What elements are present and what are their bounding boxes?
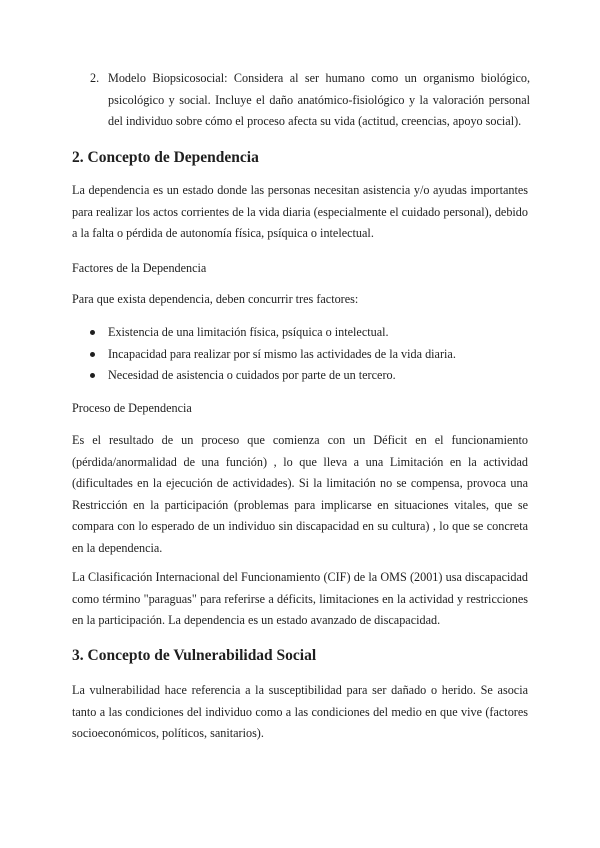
list-item: Incapacidad para realizar por sí mismo las actividades de la vida diaria. [90,344,530,366]
vulnerability-paragraph: La vulnerabilidad hace referencia a la susceptibilidad para ser dañado o herido. Se asocia tanto a las condiciones del individuo como a las condiciones del medio en que vive (factores socioeconómicos, políticos, sanitarios). [72,683,528,740]
bullet-icon [90,352,95,357]
list-item: Existencia de una limitación física, psíquica o intelectual. [90,322,530,344]
cif-paragraph: La Clasificación Internacional del Funcionamiento (CIF) de la OMS (2001) usa discapacidad como término "paraguas" para referirse a déficits, limitaciones en la actividad y restricciones en la participación. La dependencia es un estado avanzado de discapacidad. [72,570,528,627]
item-text: Modelo Biopsicosocial: Considera al ser humano como un organismo biológico, psicológico y social. Incluye el daño anatómico-fisiológico y la valoración personal del individuo sobre cómo el proceso afecta su vida (actitud, creencias, apoyo social). [108,71,530,128]
bullet-icon [90,330,95,335]
factors-intro: Para que exista dependencia, deben concurrir tres factores: [72,292,359,306]
item-number: 2. [90,71,100,85]
section-3-heading: 3. Concepto de Vulnerabilidad Social [72,647,317,664]
dependency-definition: La dependencia es un estado donde las personas necesitan asistencia y/o ayudas importantes para realizar los actos corrientes de la vida diaria (especialmente el cuidado personal), debido a la falta o pérdida de autonomía física, psíquica o intelectual. [72,183,528,240]
list-item: Necesidad de asistencia o cuidados por parte de un tercero. [90,365,530,387]
bullet-icon [90,373,95,378]
factors-list [90,322,530,387]
numbered-item-2 [90,68,530,133]
process-subheading: Proceso de Dependencia [72,401,192,415]
process-paragraph: Es el resultado de un proceso que comienza con un Déficit en el funcionamiento (pérdida/anormalidad de una función) , lo que lleva a una Limitación en la actividad (dificultades en la ejecución de actividades). Si la limitación no se compensa, provoca una Restricción en la participación (problemas para implicarse en situaciones vitales, que se compara con lo esperado de un individuo sin discapacidad en su cultura) , lo que se concreta en la dependencia. [72,433,528,555]
factors-subheading: Factores de la Dependencia [72,261,207,275]
section-2-heading: 2. Concepto de Dependencia [72,149,259,166]
